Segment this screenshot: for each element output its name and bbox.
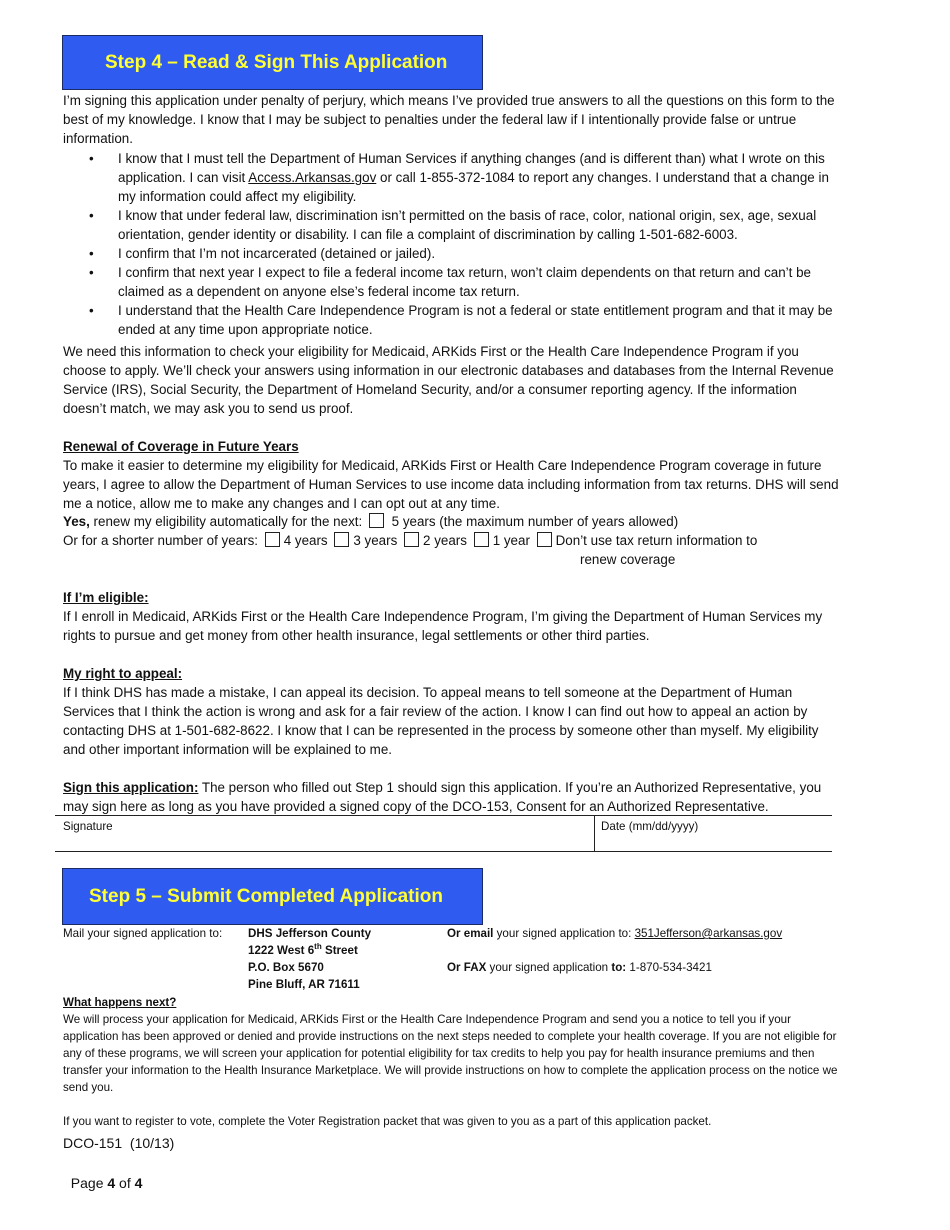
form-id: DCO-151 (10/13) [63,1135,175,1151]
step5-banner [62,868,483,925]
address-line-2: 1222 West 6th Street [248,942,358,957]
renew-1-year-checkbox[interactable] [474,532,489,547]
list-item: • I know that I must tell the Department of Human Services if anything changes (and is different than) what I wrote on this application. I can visit Access.Arkansas.gov or call 1-855-372-1084 to report any changes. I understand that a change in my information could affect my eligibility. [63,149,843,206]
renew-4-years-checkbox[interactable] [265,532,280,547]
mailing-address [248,925,371,993]
date-label: Date (mm/dd/yyyy) [601,820,699,833]
step5-title: Step 5 – Submit Completed Application [89,885,443,907]
address-line-1: DHS Jefferson County [248,927,372,940]
eligible-heading: If I’m eligible: [63,590,149,605]
sign-heading: Sign this application: [63,780,199,795]
yes-label: Yes, [63,514,90,529]
list-item: • I confirm that next year I expect to file a federal income tax return, won’t claim dependents on that return and can’t be claimed as a dependent on anyone else’s federal income tax return. [63,263,843,301]
signature-table [55,815,832,852]
address-line-4: Pine Bluff, AR 71611 [248,978,360,991]
no-tax-info-label-line2: renew coverage [580,552,676,567]
renewal-heading: Renewal of Coverage in Future Years [63,439,299,454]
list-item: • I know that under federal law, discrimination isn’t permitted on the basis of race, color, national origin, sex, age, sexual orientation, gender identity or disability. I can file a complaint of discrimination by calling 1-501-682-6003. [63,206,843,244]
step4-bullet-list [63,149,843,339]
fax-number: 1-870-534-3421 [626,961,712,974]
renew-2-years-checkbox[interactable] [404,532,419,547]
fax-line: Or FAX your signed application to: 1-870-534-3421 [447,961,712,974]
renewal-text: To make it easier to determine my eligibility for Medicaid, ARKids First or Health Care Independence Program coverage in future years, I agree to allow the Department of Human Services to use income data including information from tax returns. DHS will send me a notice, allow me to make any changes and I can opt out at any time. [63,458,839,511]
voter-registration-text: If you want to register to vote, complete the Voter Registration packet that was given to you as a part of this application packet. [63,1115,712,1128]
mail-label: Mail your signed application to: [63,927,223,940]
list-item: • I confirm that I’m not incarcerated (detained or jailed). [63,244,843,263]
what-next-heading: What happens next? [63,996,177,1009]
verification-paragraph: We need this information to check your eligibility for Medicaid, ARKids First or the Health Care Independence Program if you choose to apply. We’ll check your answers using information in our electronic databases and databases from the Internal Revenue Service (IRS), Social Security, the Department of Homeland Security, and/or a consumer reporting agency. If the information doesn’t match, we may ask you to send us proof. [63,344,834,416]
signature-field[interactable] [55,816,595,851]
access-arkansas-link[interactable]: Access.Arkansas.gov [248,170,377,185]
sign-paragraph: Sign this application: The person who filled out Step 1 should sign this application. If you’re an Authorized Representative, you may sign here as long as you have provided a signed copy of the DCO-153, Consent for an Authorized Representative. [63,780,822,814]
renewal-shorter-row: Or for a shorter number of years: 4 years 3 years 2 years 1 year Don’t use tax return information to [63,533,758,548]
appeal-heading: My right to appeal: [63,666,183,681]
list-item: • I understand that the Health Care Independence Program is not a federal or state entitlement program and that it may be ended at any time upon appropriate notice. [63,301,843,339]
step4-intro: I’m signing this application under penalty of perjury, which means I’ve provided true answers to all the questions on this form to the best of my knowledge. I know that I may be subject to penalties under the federal law if I intentionally provide false or untrue information. [63,93,835,146]
no-tax-info-checkbox[interactable] [537,532,552,547]
date-field[interactable] [595,816,832,851]
appeal-text: If I think DHS has made a mistake, I can appeal its decision. To appeal means to tell someone at the Department of Human Services that I think the action is wrong and ask for a fair review of the action. I know I can find out how to appeal an action by contacting DHS at 1-501-682-8622. I know that I can be represented in the process by someone other than myself. My eligibility and other important information will be explained to me. [63,685,819,757]
renew-3-years-checkbox[interactable] [334,532,349,547]
renew-5-years-label: 5 years (the maximum number of years allowed) [391,514,679,529]
address-line-3: P.O. Box 5670 [248,961,324,974]
step4-title: Step 4 – Read & Sign This Application [105,51,448,73]
email-link[interactable]: 351Jefferson@arkansas.gov [634,927,783,940]
what-next-text: We will process your application for Medicaid, ARKids First or the Health Care Independence Program and send you a notice to tell you if your application has been approved or denied and provide instructions on the next steps needed to complete your health coverage. If you are not eligible for any of these programs, we will screen your application for potential eligibility for tax credits to help you pay for health insurance premiums and then transfer your information to the Health Insurance Marketplace. We will provide instructions on how to complete the application process on the notice we send you. [63,1013,838,1094]
email-line: Or email your signed application to: 351Jefferson@arkansas.gov [447,927,783,940]
renew-5-years-checkbox[interactable] [369,513,384,528]
step4-banner [62,35,483,90]
page-number: Page 4 of 4 [70,1175,143,1191]
renewal-yes-row: Yes, renew my eligibility automatically for the next: 5 years (the maximum number of years allowed) [63,514,679,529]
signature-label: Signature [63,820,113,833]
eligible-text: If I enroll in Medicaid, ARKids First or the Health Care Independence Program, I’m giving the Department of Human Services my rights to pursue and get money from other health insurance, legal settlements or other third parties. [63,609,823,643]
